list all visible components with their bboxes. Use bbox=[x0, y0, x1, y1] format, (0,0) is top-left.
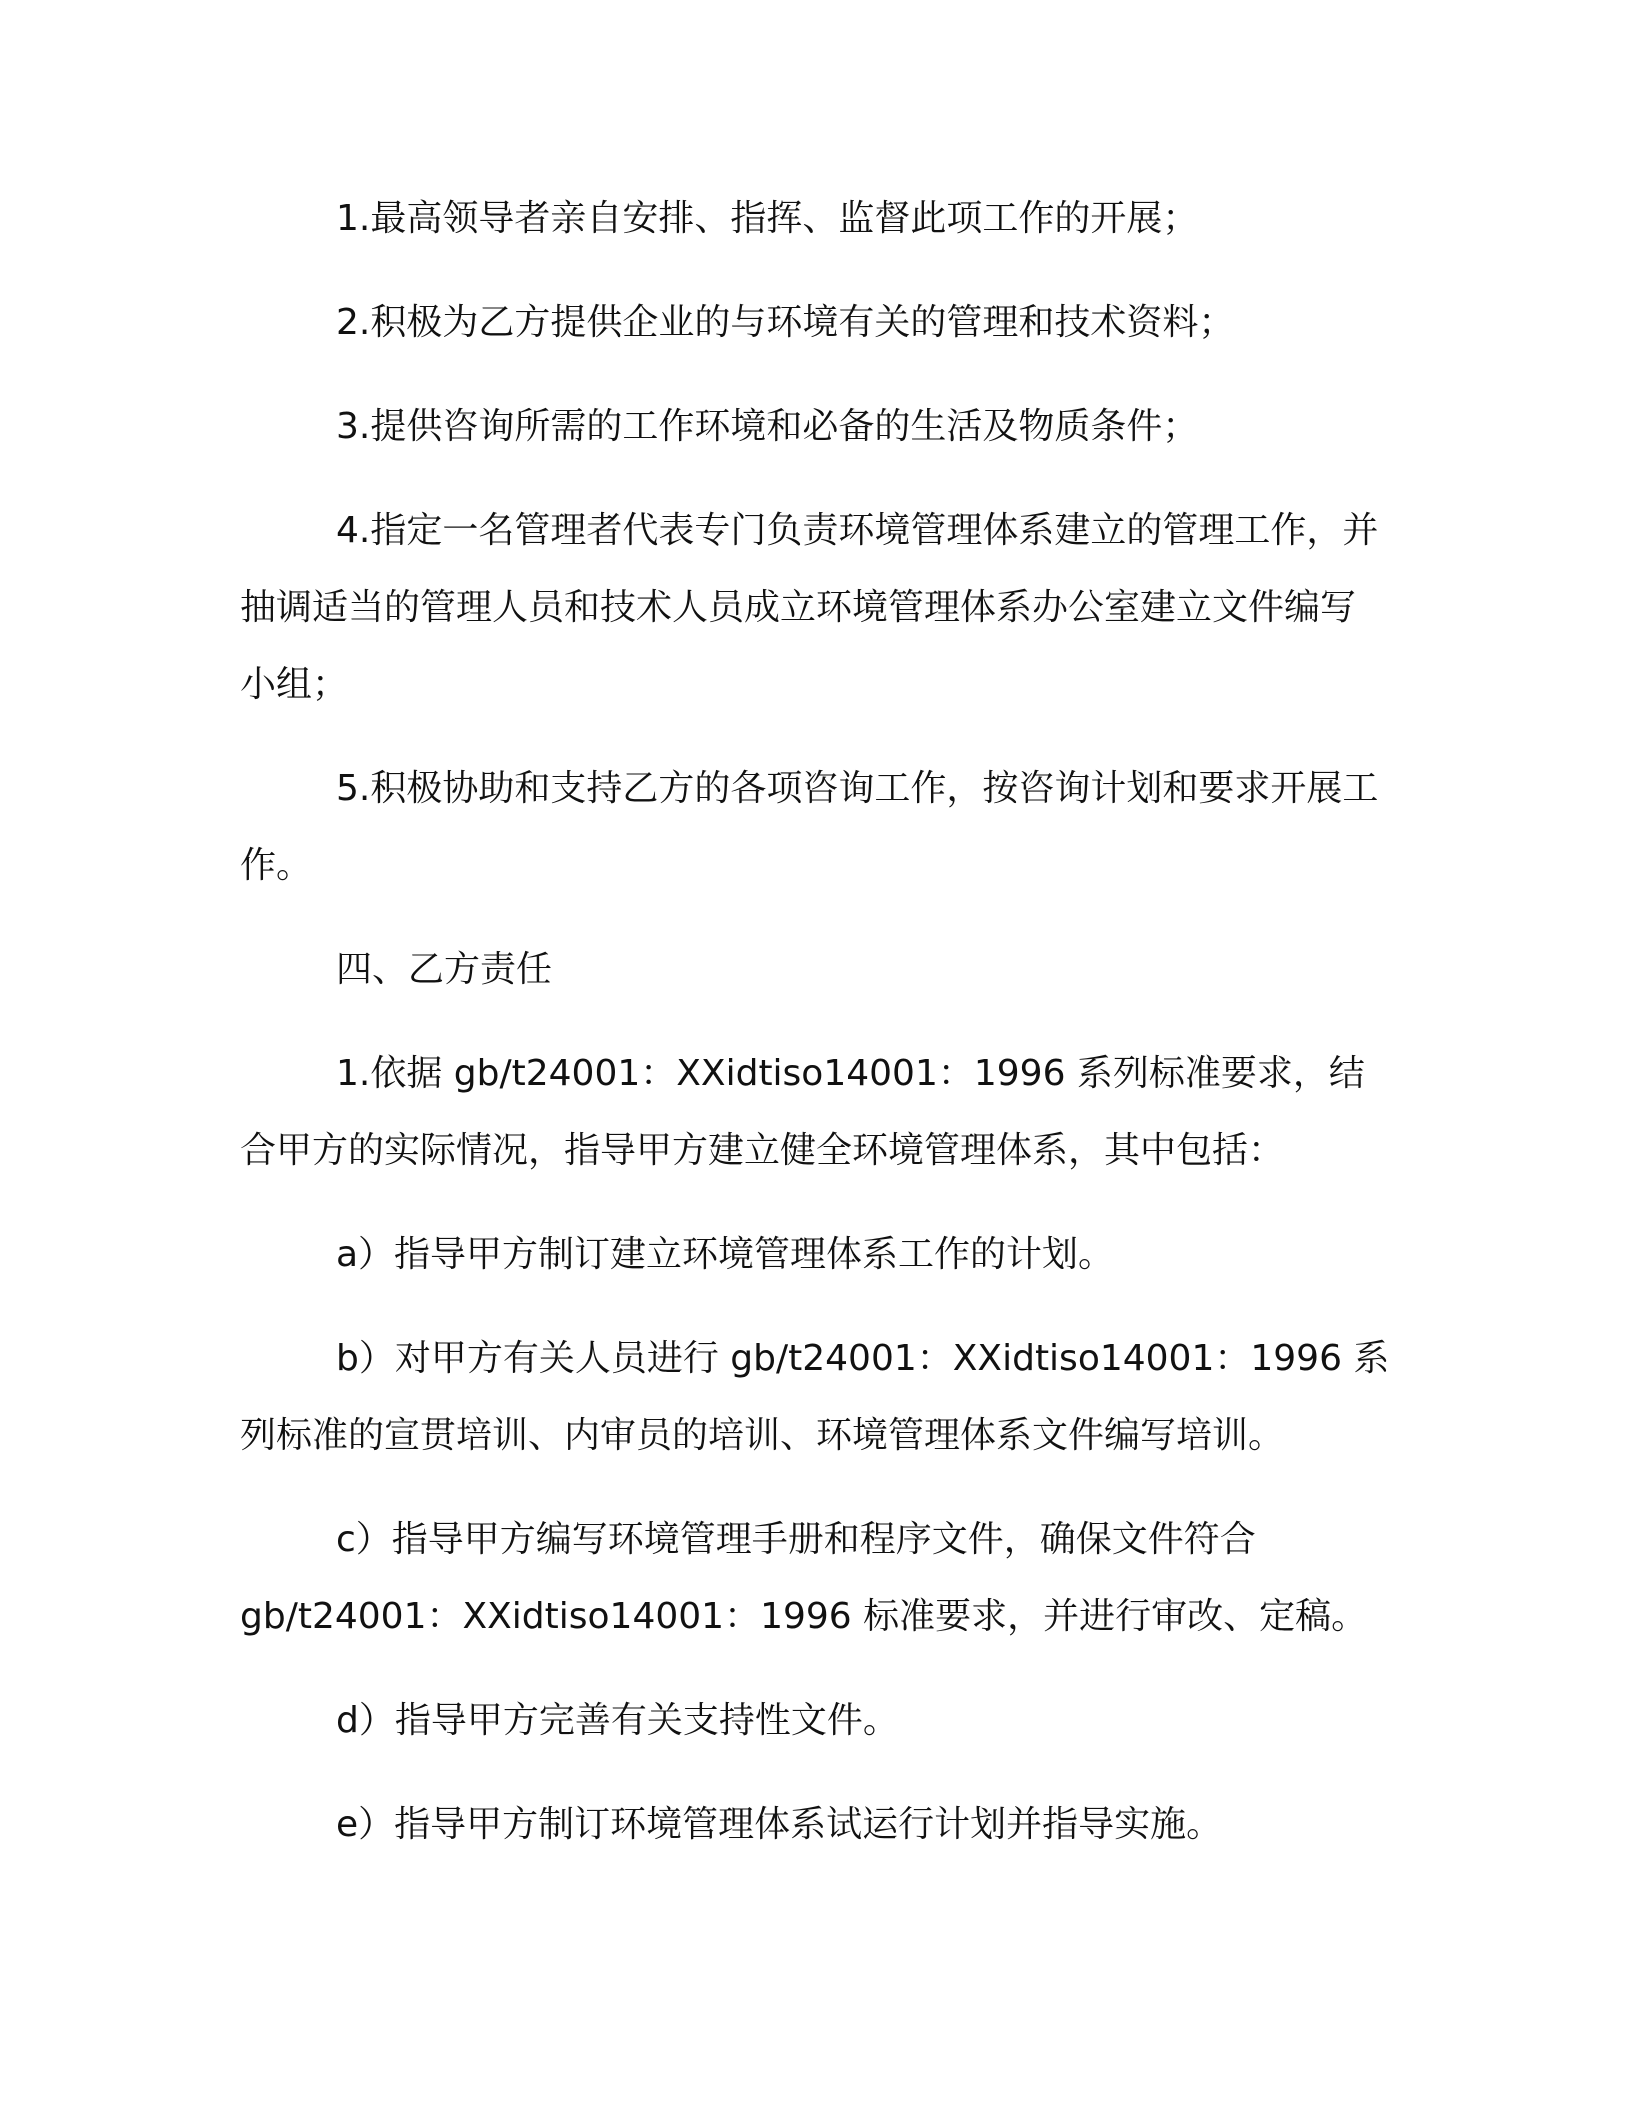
list-item-a: a）指导甲方制订建立环境管理体系工作的计划。 bbox=[336, 1234, 1115, 1275]
paragraph-party-a-duty-4: 4.指定一名管理者代表专门负责环境管理体系建立的管理工作，并抽调适当的管理人员和技术人员成立环境管理体系办公室建立文件编写小组； bbox=[240, 510, 1379, 705]
document-body bbox=[240, 180, 1390, 1890]
section-heading-party-b: 四、乙方责任 bbox=[336, 949, 553, 990]
list-item-d: d）指导甲方完善有关支持性文件。 bbox=[336, 1700, 899, 1741]
list-item-e: e）指导甲方制订环境管理体系试运行计划并指导实施。 bbox=[336, 1804, 1223, 1845]
paragraph-party-a-duty-2: 2.积极为乙方提供企业的与环境有关的管理和技术资料； bbox=[336, 302, 1235, 343]
paragraph-party-b-duty-1: 1.依据 gb/t24001：XXidtiso14001：1996 系列标准要求，结合甲方的实际情况，指导甲方建立健全环境管理体系，其中包括： bbox=[240, 1053, 1365, 1171]
paragraph-party-a-duty-5: 5.积极协助和支持乙方的各项咨询工作，按咨询计划和要求开展工作。 bbox=[240, 768, 1379, 886]
paragraph-party-a-duty-1: 1.最高领导者亲自安排、指挥、监督此项工作的开展； bbox=[336, 198, 1199, 239]
paragraph-party-a-duty-3: 3.提供咨询所需的工作环境和必备的生活及物质条件； bbox=[336, 406, 1199, 447]
list-item-b: b）对甲方有关人员进行 gb/t24001：XXidtiso14001：1996 系列标准的宣贯培训、内审员的培训、环境管理体系文件编写培训。 bbox=[240, 1338, 1390, 1456]
list-item-c: c）指导甲方编写环境管理手册和程序文件，确保文件符合 gb/t24001：XXidtiso14001：1996 标准要求，并进行审改、定稿。 bbox=[240, 1519, 1368, 1637]
